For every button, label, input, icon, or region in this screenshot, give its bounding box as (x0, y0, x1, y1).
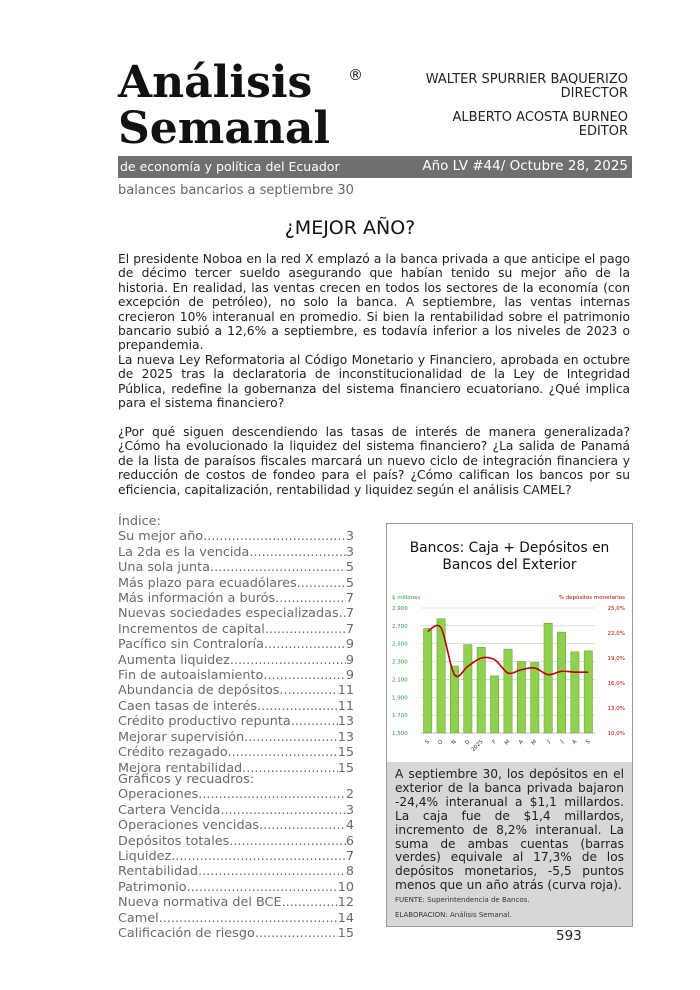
y2-tick-label: 13,0% (607, 706, 625, 712)
bar (517, 662, 525, 733)
toc-entry (118, 591, 354, 606)
paragraph-1: El presidente Noboa en la red X emplazó a la banca privada a que anticipe el pago de décimo tercer sueldo asegurando que habían tenido su mejor año de la historia. En realidad, las ventas crecen en todos los sectores de la economía (con excepción de petróleo), no solo la banca. A septiembre, las ventas internas crecieron 10% interanual en promedio. Si bien la rentabilidad sobre el patrimonio bancario subió a 12,6% a septiembre, es todavía inferior a los niveles de 2023 o prepandemia. (118, 252, 630, 353)
toc-entry-title: Más plazo para ecuadólares (118, 575, 297, 591)
toc-leader-dots (259, 818, 346, 833)
masthead-band (118, 156, 632, 178)
tagline: de economía y política del Ecuador (120, 159, 340, 174)
bar (531, 662, 539, 733)
toc-leader-dots (203, 529, 346, 544)
toc-entry-page: 5 (345, 560, 354, 576)
toc-entry (118, 714, 354, 729)
toc-leader-dots (220, 803, 345, 818)
toc-entry-title: Camel (118, 910, 159, 926)
toc-leader-dots (234, 653, 346, 668)
charts-index (118, 772, 354, 941)
toc-entry-page: 7 (345, 621, 354, 637)
toc-leader-dots (268, 637, 346, 652)
toc-entry-title: Liquidez (118, 849, 172, 865)
paragraph-3: ¿Por qué siguen descendiendo las tasas de interés de manera generalizada? ¿Cómo ha evolucionado la liquidez del sistema financiero? ¿La salida de Panamá de la lista de paraísos fiscales marcará un nuevo ciclo de integración financiera y reducción de costos de fondeo para el país? ¿Cómo califican los bancos por su eficiencia, capitalización, rentabilidad y liquidez según el análisis CAMEL? (118, 425, 630, 497)
toc-entry-page: 9 (345, 637, 354, 653)
toc-entry-page: 15 (337, 760, 354, 776)
toc-entry (118, 699, 354, 714)
toc-entry (118, 637, 354, 652)
toc-entry (118, 880, 354, 895)
toc-entry-title: Aumenta liquidez. (118, 652, 234, 668)
toc-entry-page: 15 (337, 745, 354, 761)
chart-caption: A septiembre 30, los depósitos en el exterior de la banca privada bajaron -24,4% interanual a $1,1 millardos. La caja fue de $1,4 millardos, incremento de 8,2% interanual. La suma de ambas cuentas (barras verdes) equivale al 17,3% de los depósitos monetarios, -5,5 puntos menos que un año atrás (curva roja). (395, 767, 624, 893)
bar (490, 676, 498, 733)
toc-entry (118, 911, 354, 926)
toc-entry-page: 11 (337, 698, 354, 714)
toc-leader-dots (265, 622, 346, 637)
toc-entry-title: Una sola junta. (118, 560, 215, 576)
toc-entry (118, 560, 354, 575)
toc-entry (118, 745, 354, 760)
bar (464, 645, 472, 733)
y2-tick-label: 10,0% (607, 731, 625, 737)
toc-entry (118, 803, 354, 818)
x-tick-label: 2025 (470, 739, 485, 754)
y2-tick-label: 22,0% (607, 631, 625, 637)
toc-leader-dots (279, 591, 346, 606)
y-tick-label: 2.700 (392, 623, 408, 630)
toc-entry (118, 895, 354, 910)
page-number: 593 (556, 928, 582, 944)
x-tick-label: D (464, 739, 472, 747)
y2-axis-label: % depósitos monetarios (558, 595, 625, 601)
toc-entry-title: Más información a burós. (118, 591, 280, 607)
toc-entry-title: Cartera Vencida (118, 802, 221, 818)
toc-leader-dots (248, 730, 338, 745)
toc-entry-title: Patrimonio (118, 879, 187, 895)
x-tick-label: J (559, 739, 565, 745)
toc-leader-dots (263, 668, 346, 683)
director-role: DIRECTOR (560, 86, 628, 101)
toc-entry-page: 6 (345, 833, 354, 849)
toc-leader-dots (253, 545, 345, 560)
toc-entry-title: Crédito productivo repunta (118, 714, 291, 730)
toc-entry-page: 7 (345, 591, 354, 607)
x-tick-label: S (585, 739, 592, 746)
toc-entry (118, 545, 354, 560)
toc-entry-page: 12 (337, 895, 354, 911)
toc-entry-title: Depósitos totales (118, 833, 230, 849)
toc-entry-title: Caen tasas de interés. (118, 698, 262, 714)
toc-entry (118, 653, 354, 668)
toc-entry-page: 7 (345, 606, 354, 622)
toc-entry (118, 834, 354, 849)
headline: ¿MEJOR AÑO? (284, 217, 416, 239)
chart-title: Bancos: Caja + Depósitos en Bancos del Exterior (409, 540, 610, 573)
toc-leader-dots (214, 560, 346, 575)
toc-entry-title: Abundancia de depósitos. (118, 683, 284, 699)
toc-leader-dots (284, 683, 338, 698)
toc-leader-dots (297, 576, 346, 591)
toc-entry-page: 5 (345, 575, 354, 591)
bar (571, 652, 579, 733)
toc-entry-title: La 2da es la vencida. (118, 544, 254, 560)
y-tick-label: 1.500 (392, 731, 408, 737)
paragraph-2: La nueva Ley Reformatoria al Código Monetario y Financiero, aprobada en octubre de 2025 tras la declaratoria de inconstitucionalidad de la Ley de Integridad Pública, redefine la gobernanza del sistema financiero ecuatoriano. ¿Qué implica para el sistema financiero? (118, 353, 630, 411)
x-tick-label: S (424, 739, 432, 746)
logo-line-1: Análisis (118, 57, 313, 108)
toc-entry (118, 683, 354, 698)
x-tick-label: J (546, 739, 552, 745)
bar (544, 623, 552, 733)
registered-mark: ® (348, 66, 363, 84)
toc-entry-page: 13 (337, 729, 354, 745)
toc-entry-title: Operaciones vencidas (118, 818, 260, 834)
toc-entry-page: 8 (345, 864, 354, 880)
y-tick-label: 1.700 (392, 713, 408, 720)
toc-leader-dots (261, 699, 338, 714)
logo-line-2: Semanal (118, 103, 331, 154)
y-axis-label: $ millones (392, 595, 421, 601)
index-heading: Índice: (118, 514, 161, 529)
toc-entry-page: 15 (337, 926, 354, 942)
toc-entry (118, 818, 354, 833)
toc-entry-page: 11 (337, 683, 354, 699)
toc-entry-page: 10 (337, 879, 354, 895)
toc-leader-dots (291, 714, 338, 729)
y2-tick-label: 19,0% (607, 656, 625, 662)
toc-entry-page: 9 (345, 652, 354, 668)
editor-role: EDITOR (578, 124, 628, 139)
toc-entry-title: Calificación de riesgo (118, 926, 255, 942)
toc-entry (118, 529, 354, 544)
toc-entry-page: 4 (345, 818, 354, 834)
chart-box (386, 523, 633, 927)
director-name: WALTER SPURRIER BAQUERIZO (425, 72, 628, 87)
toc-entry-page: 13 (337, 714, 354, 730)
toc-entry-title: Operaciones (118, 787, 199, 803)
toc-entry (118, 622, 354, 637)
toc-entry-title: Nueva normativa del BCE (118, 895, 282, 911)
y2-tick-label: 16,0% (607, 681, 625, 687)
x-tick-label: F (491, 739, 499, 746)
index (118, 514, 354, 776)
toc-leader-dots (187, 880, 338, 895)
toc-entry-page: 3 (345, 802, 354, 818)
bar (557, 632, 565, 733)
toc-leader-dots (159, 911, 338, 926)
x-tick-label: O (437, 739, 445, 747)
bar (504, 649, 512, 733)
bar (477, 647, 485, 733)
toc-entry-title: Nuevas sociedades especializadas. (118, 606, 343, 622)
caption-area (387, 762, 632, 926)
y-tick-label: 2.900 (392, 606, 408, 612)
toc-entry-title: Rentabilidad (118, 864, 199, 880)
toc-entry-title: Mejorar supervisión. (118, 729, 249, 745)
toc-entry (118, 787, 354, 802)
toc-entry-page: 2 (345, 787, 354, 803)
toc-entry (118, 926, 354, 941)
toc-leader-dots (255, 926, 338, 941)
toc-leader-dots (282, 895, 338, 910)
y-tick-label: 2.100 (392, 677, 408, 684)
section-label: balances bancarios a septiembre 30 (118, 183, 354, 198)
toc-entry-page: 9 (345, 668, 354, 684)
toc-leader-dots (171, 849, 346, 864)
toc-entry-page: 3 (345, 529, 354, 545)
x-tick-label: A (517, 739, 525, 746)
issue-info: Año LV #44/ Octubre 28, 2025 (422, 158, 628, 174)
toc-leader-dots (198, 864, 346, 879)
toc-entry-title: Mejora rentabilidad. (118, 760, 247, 776)
toc-entry-title: Incrementos de capital (118, 621, 265, 637)
toc-entry-page: 3 (345, 544, 354, 560)
toc-entry (118, 668, 354, 683)
toc-entry-title: Su mejor año (118, 529, 204, 545)
toc-entry (118, 864, 354, 879)
x-tick-label: N (450, 739, 458, 747)
toc-leader-dots (232, 745, 338, 760)
chart-elaboration: ELABORACION: Análisis Semanal. (395, 911, 512, 919)
charts-index-list (118, 787, 354, 941)
toc-entry (118, 576, 354, 591)
bar-line-chart (387, 580, 632, 760)
toc-leader-dots (198, 787, 346, 802)
toc-entry-title: Fin de autoaislamiento (118, 668, 264, 684)
chart-source: FUENTE: Superintendencia de Bancos. (395, 896, 530, 904)
y-tick-label: 2.300 (392, 659, 408, 666)
charts-index-heading: Gráficos y recuadros: (118, 772, 255, 787)
bar (584, 651, 592, 733)
bar (424, 629, 432, 733)
editor-name: ALBERTO ACOSTA BURNEO (452, 110, 628, 125)
y-tick-label: 2.500 (392, 641, 408, 648)
x-tick-label: M (530, 739, 539, 747)
toc-entry (118, 606, 354, 621)
toc-entry-page: 14 (337, 910, 354, 926)
index-list (118, 529, 354, 776)
toc-entry-page: 7 (345, 849, 354, 865)
y2-tick-label: 25,0% (607, 606, 625, 612)
toc-leader-dots (229, 834, 346, 849)
x-tick-label: A (571, 739, 579, 746)
y-tick-label: 1.900 (392, 695, 408, 702)
x-tick-label: M (503, 739, 512, 747)
toc-entry (118, 730, 354, 745)
toc-entry (118, 849, 354, 864)
toc-entry-title: Crédito rezagado. (118, 745, 232, 761)
toc-entry-title: Pacífico sin Contraloría. (118, 637, 269, 653)
